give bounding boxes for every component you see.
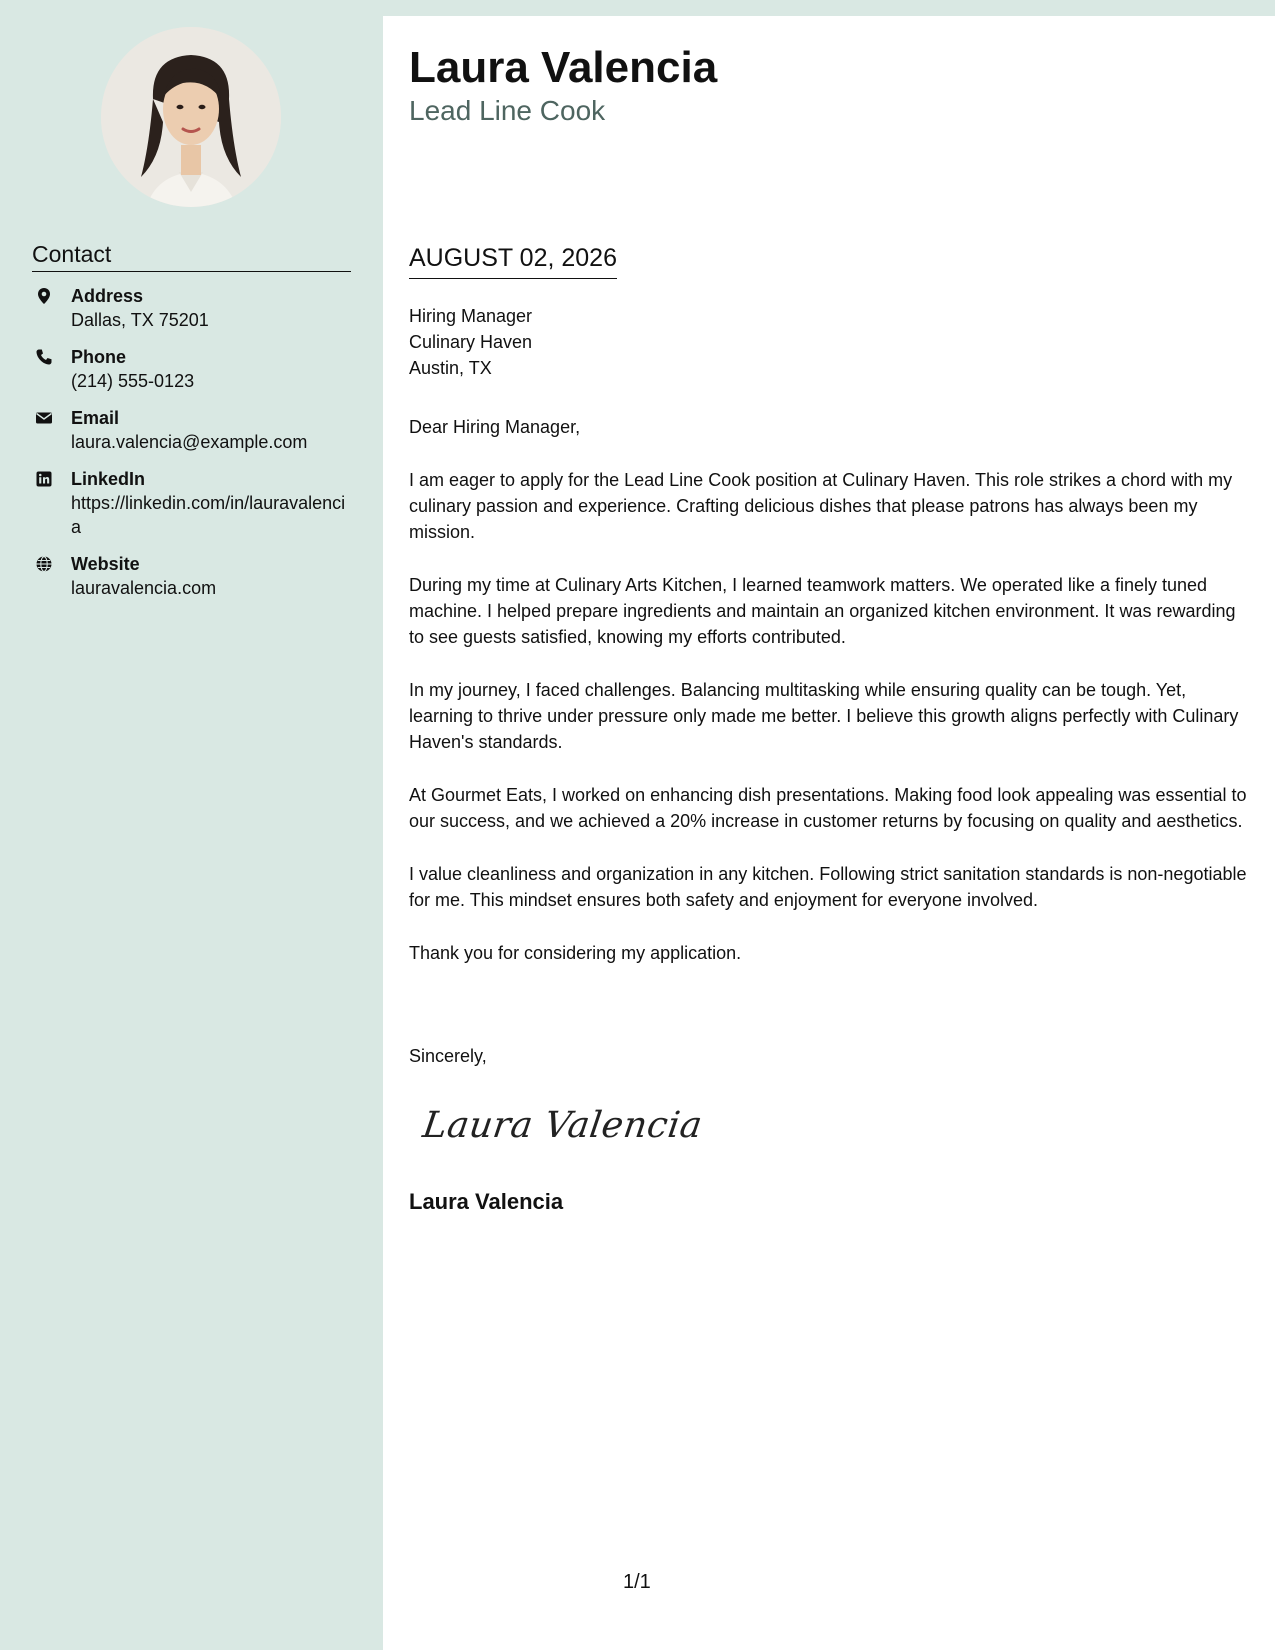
contact-label: Phone: [71, 347, 127, 367]
globe-icon: [35, 555, 53, 573]
applicant-title: Lead Line Cook: [409, 95, 606, 126]
contact-label: Website: [71, 554, 140, 574]
map-pin-icon: [35, 287, 53, 305]
closing: Sincerely,: [409, 1046, 487, 1066]
contact-label: Email: [71, 408, 120, 428]
handwritten-signature: Laura Valencia: [420, 1105, 705, 1146]
page-number: 1/1: [623, 1571, 651, 1593]
contact-item-linkedin: [32, 467, 352, 539]
body-paragraph: In my journey, I faced challenges. Balancing multitasking while ensuring quality can be tough. Yet, learning to thrive under pressure only made me better. I believe this growth aligns perfectly with Culinary Haven's standards.: [409, 680, 1239, 752]
salutation: Dear Hiring Manager,: [409, 417, 581, 437]
profile-photo: [101, 27, 281, 207]
body-paragraph: I value cleanliness and organization in any kitchen. Following strict sanitation standards is non-negotiable for me. This mindset ensures both safety and enjoyment for everyone involved.: [409, 864, 1247, 910]
letter-page: [383, 16, 1275, 1650]
contact-value: (214) 555-0123: [71, 371, 195, 391]
body-paragraph: Thank you for considering my application.: [409, 943, 742, 963]
signer-name: Laura Valencia: [409, 1189, 564, 1214]
recipient-line: Hiring Manager: [409, 306, 533, 326]
contact-heading: Contact: [32, 240, 351, 272]
applicant-name: Laura Valencia: [409, 43, 718, 92]
contact-item-email: [32, 406, 352, 454]
website-link[interactable]: lauravalencia.com: [71, 578, 217, 598]
sidebar: [0, 0, 383, 1650]
envelope-icon: [35, 409, 53, 427]
contact-item-phone: [32, 345, 352, 393]
letter-date: AUGUST 02, 2026: [409, 242, 617, 279]
phone-icon: [35, 348, 53, 366]
recipient-line: Culinary Haven: [409, 332, 533, 352]
body-paragraph: During my time at Culinary Arts Kitchen, I learned teamwork matters. We operated like a finely tuned machine. I helped prepare ingredients and maintain an organized kitchen environment. It was rewarding to see guests satisfied, knowing my efforts contributed.: [409, 575, 1236, 647]
contact-item-website: [32, 552, 352, 600]
contact-label: LinkedIn: [71, 469, 146, 489]
contact-list: [32, 284, 352, 613]
linkedin-icon: [35, 470, 53, 488]
recipient-block: [409, 303, 532, 381]
contact-value: laura.valencia@example.com: [71, 432, 308, 452]
contact-label: Address: [71, 286, 144, 306]
contact-item-address: [32, 284, 352, 332]
body-paragraph: At Gourmet Eats, I worked on enhancing dish presentations. Making food look appealing was essential to our success, and we achieved a 20% increase in customer returns by focusing on quality and aesthetics.: [409, 785, 1247, 831]
body-paragraph: I am eager to apply for the Lead Line Cook position at Culinary Haven. This role strikes a chord with my culinary passion and experience. Crafting delicious dishes that please patrons has always been my mission.: [409, 470, 1233, 542]
linkedin-link[interactable]: https://linkedin.com/in/lauravalencia: [71, 493, 346, 537]
contact-value: Dallas, TX 75201: [71, 310, 209, 330]
recipient-line: Austin, TX: [409, 358, 492, 378]
letter-body: [409, 414, 1249, 993]
